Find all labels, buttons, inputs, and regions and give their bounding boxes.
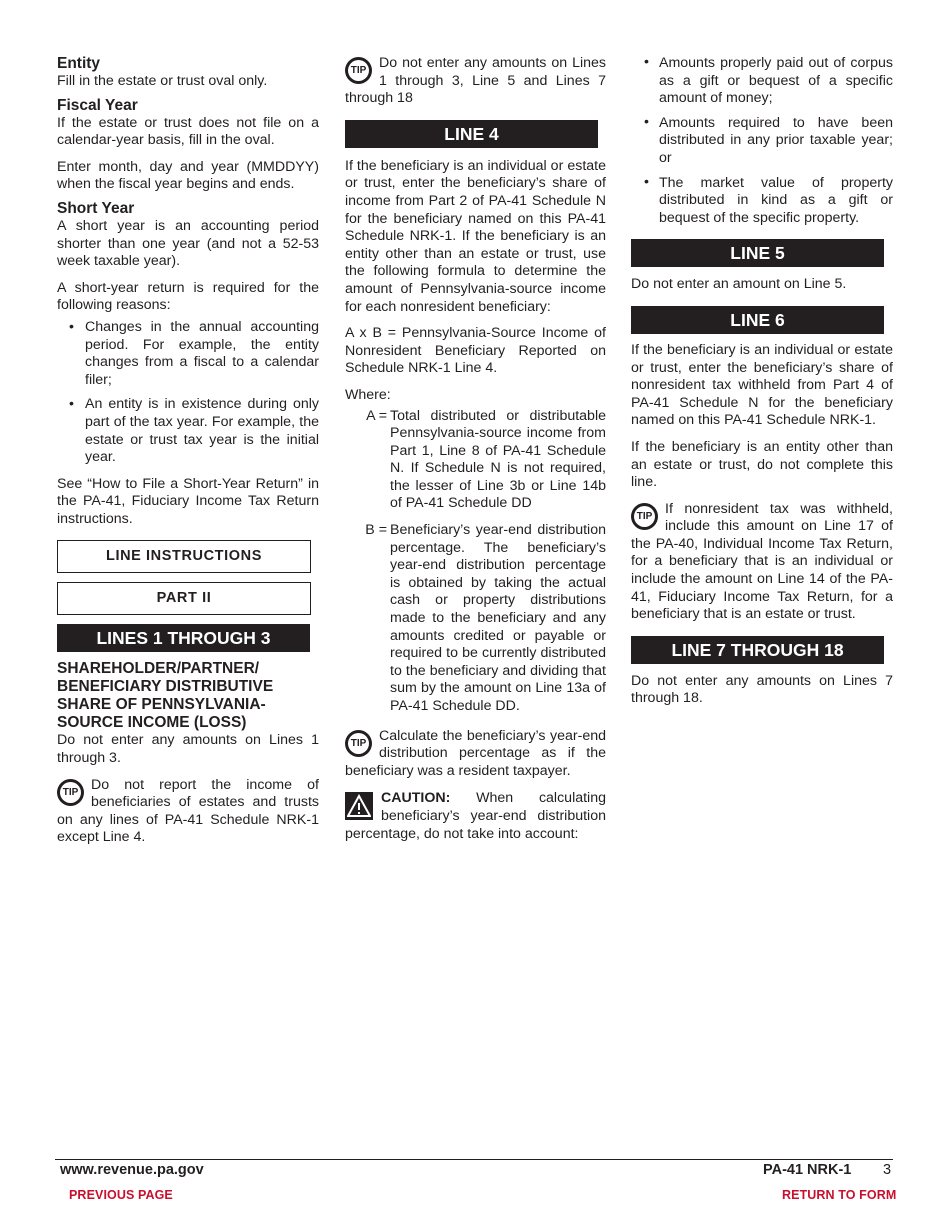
definition-key: A =: [366, 407, 387, 424]
tip-icon: TIP: [631, 503, 658, 530]
definition-text: Beneficiary’s year-end distribution percentage. The beneficiary’s year-end distribution percentage is obtained by taking the actual cash or property distributions made to the beneficiary and any amounts credited or payable or required to be currently distributed to the beneficiary and dividing that sum by the amount on Line 13a of PA-41 Schedule DD.: [390, 522, 606, 714]
short-year-section: [57, 200, 319, 529]
caution-text: When calculating beneficiary’s year-end distribution percentage, do not take into account:: [345, 790, 606, 842]
caution-note: [345, 790, 606, 843]
tip-note: [345, 55, 606, 108]
short-year-text-1: A short year is an accounting period shorter than one year (and not a 52-53 week taxable year).: [57, 217, 319, 270]
short-year-reasons-list: [57, 319, 319, 467]
line-instructions-box: LINE INSTRUCTIONS: [57, 540, 311, 573]
short-year-heading: Short Year: [57, 199, 135, 217]
list-item: • An entity is in existence during only part of the tax year. For example, the estate or trust tax year is the initial year.: [57, 396, 319, 466]
tip-icon: TIP: [57, 779, 84, 806]
previous-page-link[interactable]: PREVIOUS PAGE: [69, 1188, 173, 1202]
definition-a: [345, 408, 606, 514]
short-year-text-3: See “How to File a Short-Year Return” in the PA-41, Fiduciary Income Tax Return instructions.: [57, 475, 319, 527]
tip-note: [57, 777, 319, 847]
exclusions-list: [631, 55, 893, 227]
fiscal-year-text-1: If the estate or trust does not file on a calendar-year basis, fill in the oval.: [57, 114, 319, 149]
line-4-header: LINE 4: [345, 120, 598, 148]
line-5-header: LINE 5: [631, 239, 884, 267]
short-year-text-2: A short-year return is required for the following reasons:: [57, 279, 319, 314]
footer-url: www.revenue.pa.gov: [60, 1162, 204, 1178]
part-ii-box: PART II: [57, 582, 311, 615]
fiscal-year-heading: Fiscal Year: [57, 96, 138, 114]
fiscal-year-section: [57, 97, 319, 194]
lines-1-3-header: LINES 1 THROUGH 3: [57, 624, 310, 652]
column-1: [57, 55, 319, 856]
entity-section: [57, 55, 319, 91]
lines-1-3-text: Do not enter any amounts on Lines 1 through 3.: [57, 732, 319, 767]
tip-icon: TIP: [345, 57, 372, 84]
fiscal-year-text-2: Enter month, day and year (MMDDYY) when the fiscal year begins and ends.: [57, 158, 319, 193]
column-3: [631, 55, 893, 717]
line-6-header: LINE 6: [631, 306, 884, 334]
list-item: • Amounts required to have been distributed in any prior taxable year; or: [631, 115, 893, 168]
tip-text: Do not report the income of beneficiaries of estates and trusts on any lines of PA-41 Schedule NRK-1 except Line 4.: [57, 776, 319, 846]
list-item: • Amounts properly paid out of corpus as a gift or bequest of a specific amount of money;: [631, 55, 893, 108]
caution-icon: [345, 792, 373, 820]
definitions-list: [345, 408, 606, 716]
line-6-text-2: If the beneficiary is an entity other than an estate or trust, do not complete this line.: [631, 438, 893, 491]
tip-icon: TIP: [345, 730, 372, 757]
where-label: Where:: [345, 386, 391, 403]
footer-divider: [55, 1159, 893, 1160]
line-5-text: Do not enter an amount on Line 5.: [631, 276, 847, 293]
caution-label: CAUTION:: [381, 790, 451, 807]
tip-note: [345, 728, 606, 781]
line-7-18-header: LINE 7 THROUGH 18: [631, 636, 884, 664]
list-item: • Changes in the annual accounting period. For example, the entity changes from a fiscal to a calendar filer;: [57, 319, 319, 389]
tip-text: Calculate the beneficiary’s year-end distribution percentage as if the beneficiary was a resident taxpayer.: [345, 727, 606, 779]
definition-text: Total distributed or distributable Pennsylvania-source income from Part 1, Line 8 of PA-41 Schedule N. If Schedule N is not required, the lesser of Line 3b or Line 14b of PA-41 Schedule DD: [390, 407, 606, 512]
return-to-form-link[interactable]: RETURN TO FORM: [782, 1188, 897, 1202]
lines-1-3-subheading: SHAREHOLDER/PARTNER/ BENEFICIARY DISTRIBUTIVE SHARE OF PENNSYLVANIA-SOURCE INCOME (LOSS): [57, 660, 274, 732]
page-number: 3: [883, 1162, 892, 1178]
line-4-text: If the beneficiary is an individual or estate or trust, enter the beneficiary’s share of income from Part 2 of PA-41 Schedule N for the beneficiary named on this PA-41 Schedule NRK-1. If the beneficiary is an entity other than an estate or trust, use the following formula to determine the amount of Pennsylvania-source income for each nonresident beneficiary:: [345, 157, 606, 315]
entity-heading: Entity: [57, 55, 101, 72]
tip-text: If nonresident tax was withheld, include this amount on Line 17 of the PA-40, Individual Income Tax Return, for a beneficiary that is an individual or include the amount on Line 14 of the PA-41, Fiduciary Income Tax Return, for a beneficiary that is an estate or trust.: [631, 500, 893, 623]
formula-text: A x B = Pennsylvania-Source Income of Nonresident Beneficiary Reported on Schedule NRK-1 Line 4.: [345, 325, 606, 377]
definition-key: B =: [365, 522, 387, 539]
tip-note: [631, 501, 893, 624]
entity-text: Fill in the estate or trust oval only.: [57, 73, 268, 89]
tip-text: Do not enter any amounts on Lines 1 through 3, Line 5 and Lines 7 through 18: [345, 55, 606, 107]
list-item: • The market value of property distributed in kind as a gift or bequest of the specific property.: [631, 175, 893, 228]
column-2: [345, 55, 606, 852]
definition-b: [345, 522, 606, 716]
line-7-18-text: Do not enter any amounts on Lines 7 through 18.: [631, 672, 893, 707]
footer-form-name: PA-41 NRK-1: [763, 1162, 852, 1178]
line-6-text-1: If the beneficiary is an individual or estate or trust, enter the beneficiary’s share of nonresident tax withheld from Part 4 of PA-41 Schedule N for the beneficiary named on this PA-41 Schedule NRK-1.: [631, 341, 893, 429]
